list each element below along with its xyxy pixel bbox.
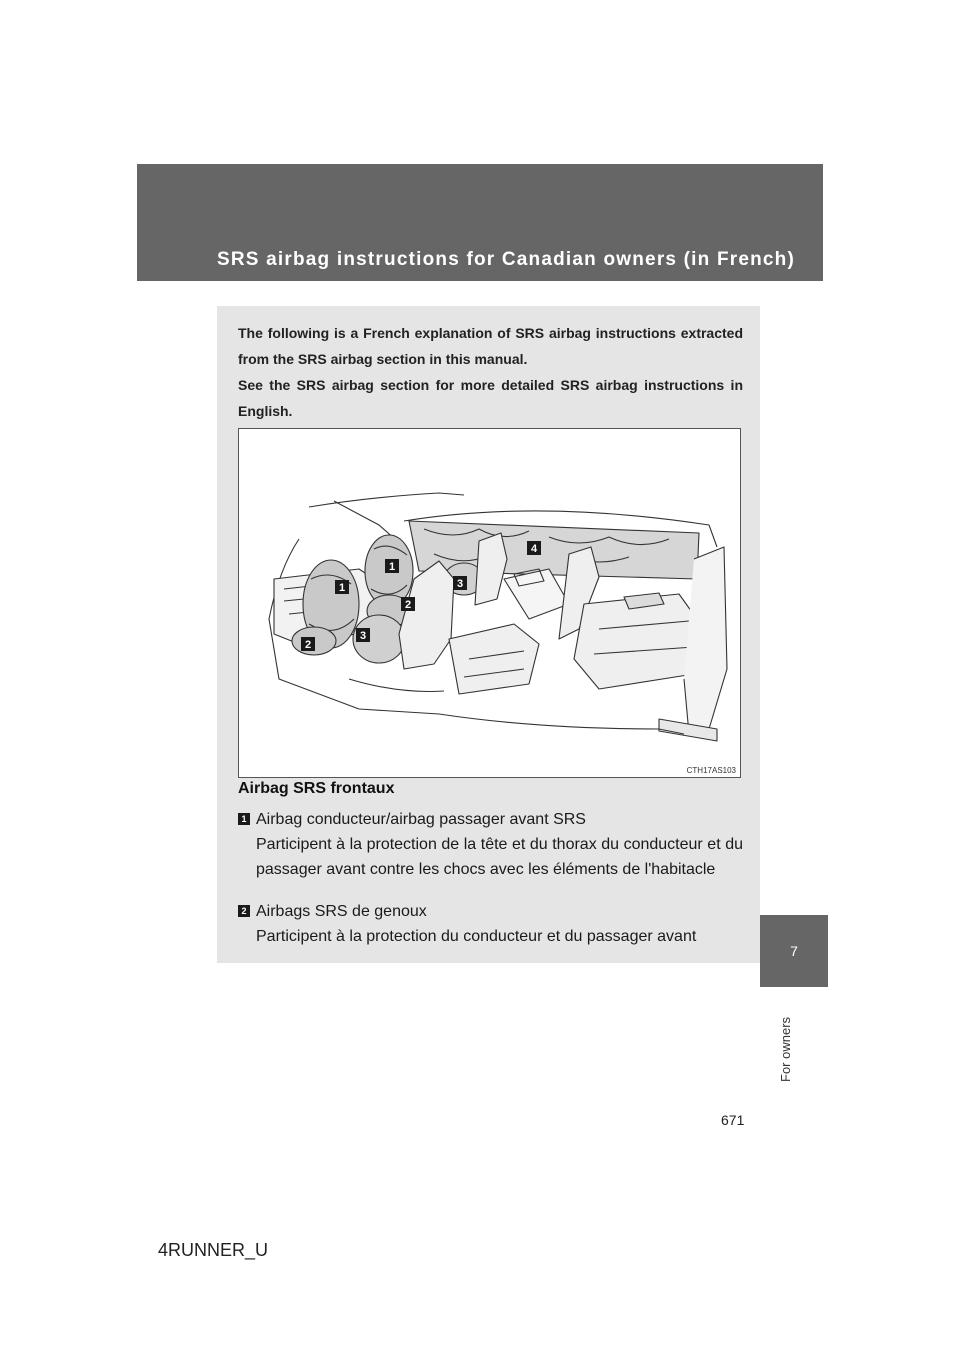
svg-text:2: 2 [304, 639, 312, 651]
item-description: Participent à la protection du conducteur et du passager avant [256, 928, 697, 945]
intro-paragraph-1: The following is a French explanation of SRS airbag instructions extracted from the SRS airbag section in this manual. [238, 325, 743, 367]
svg-text:3: 3 [359, 630, 367, 642]
airbag-illustration [238, 428, 741, 778]
page-number: 671 [721, 1112, 745, 1128]
svg-text:1: 1 [338, 582, 346, 594]
callout-4 [527, 541, 541, 555]
chapter-tab[interactable]: 7 [760, 915, 828, 987]
item-number-badge: 1 [238, 813, 250, 825]
list-item [238, 899, 743, 949]
chapter-label: For owners [778, 1016, 793, 1082]
callout-1a [335, 580, 349, 594]
figure-code: CTH17AS103 [686, 766, 736, 775]
callout-3b [453, 576, 467, 590]
section-title: Airbag SRS frontaux [238, 780, 395, 797]
intro-paragraph-2: See the SRS airbag section for more detailed SRS airbag instructions in English. [238, 377, 743, 419]
vehicle-interior-drawing [239, 429, 740, 777]
callout-2b [401, 597, 415, 611]
item-description: Participent à la protection de la tête et du thorax du conducteur et du passager avant contre les chocs avec les éléments de l'habitacle [256, 836, 743, 878]
item-number-badge: 2 [238, 905, 250, 917]
intro-text [238, 320, 743, 424]
svg-text:4: 4 [530, 543, 538, 555]
content-box [217, 306, 760, 963]
svg-text:3: 3 [456, 578, 464, 590]
svg-text:2: 2 [404, 599, 412, 611]
item-title: Airbag conducteur/airbag passager avant SRS [256, 811, 586, 828]
model-code: 4RUNNER_U [158, 1240, 269, 1260]
callout-3a [356, 628, 370, 642]
svg-text:1: 1 [388, 561, 396, 573]
item-title: Airbags SRS de genoux [256, 903, 427, 920]
page-title: SRS airbag instructions for Canadian owners (in French) [217, 249, 796, 270]
callout-2a [301, 637, 315, 651]
callout-1b [385, 559, 399, 573]
list-item [238, 807, 743, 882]
